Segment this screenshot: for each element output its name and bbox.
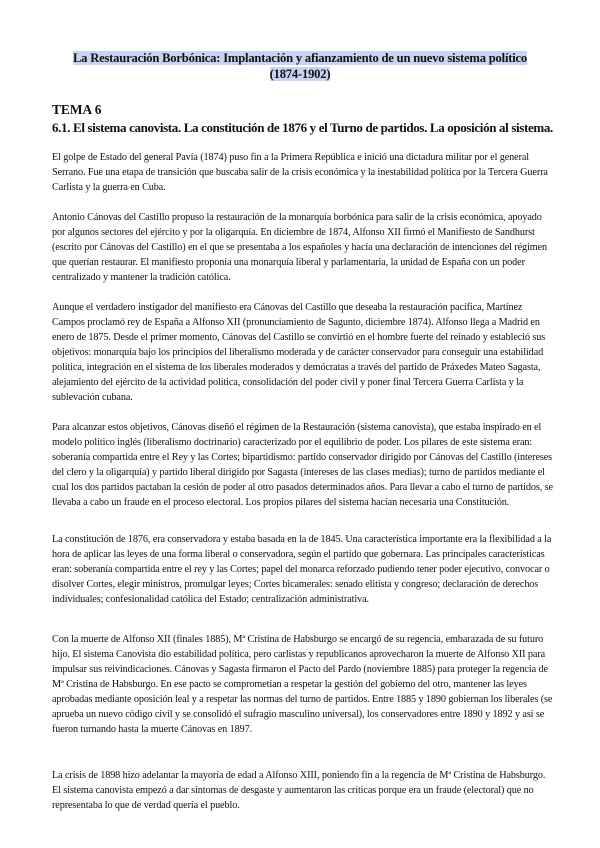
paragraph-4: Para alcanzar estos objetivos, Cánovas diseñó el régimen de la Restauración (sistema canovista), que estaba inspirado en el modelo político inglés (liberalismo doctrinario) caracterizado por el equilibrio de poder. Los pilares de este sistema eran: soberanía compartida entre el Rey y las Cortes; bipartidismo: partido conservador dirigido por Cánovas del Castillo (intereses del clero y la oligarquía) y partido liberal dirigido por Sagasta (intereses de las clases medias); turno de partidos mediante el cual los dos partidos pactaban la cesión de poder al otro pasados determinados años. Para llevar a cabo el turno de partidos, se llevaba a cabo un fraude en el proceso electoral. Los propios pilares del sistema hacían necesaria una Constitución. — [52, 422, 553, 508]
document-title-line-2: (1874-1902) — [269, 67, 331, 81]
paragraph-3: Aunque el verdadero instigador del manifiesto era Cánovas del Castillo que deseaba la restauración pacífica, Martínez Campos proclamó rey de España a Alfonso XII (pronunciamiento de Sagunto, diciembre 1874). Alfonso llega a Madrid en enero de 1875. Desde el primer momento, Cánovas del Castillo se convirtió en el hombre fuerte del reinado y estableció sus objetivos: monarquía bajo los principios del liberalismo moderada y de carácter conservador para conseguir una estabilidad política, integración en el sistema de los liberales moderados y demócratas a través del partido de Práxedes Mateo Sagasta, alejamiento del ejército de la actividad política, consolidación del poder civil y poner final Tercera Guerra Carlista y la sublevación cubana. — [52, 302, 546, 403]
paragraph-1: El golpe de Estado del general Pavía (1874) puso fin a la Primera República e inició una dictadura militar por el general Serrano. Fue una etapa de transición que buscaba salir de la crisis económica y la inestabilidad política por la Tercera Guerra Carlista y la guerra en Cuba. — [52, 152, 548, 193]
document-title-line-1: La Restauración Borbónica: Implantación y afianzamiento de un nuevo sistema político — [72, 51, 528, 65]
paragraph-5: La constitución de 1876, era conservadora y estaba basada en la de 1845. Una característica importante era la flexibilidad a la hora de aplicar las leyes de una forma liberal o conservadora, según el partido que gobernara. Las principales características eran: soberanía compartida entre el rey y las Cortes; papel del monarca reforzado pudiendo tener poder ejecutivo, convocar o disolver Cortes, elegir ministros, promulgar leyes; Cortes bicamerales: senado elitista y congreso; declaración de derechos individuales; confesionalidad católica del Estado; centralización administrativa. — [52, 534, 552, 605]
paragraph-6: Con la muerte de Alfonso XII (finales 1885), Mª Cristina de Habsburgo se encargó de su regencia, embarazada de su futuro hijo. El sistema Canovista dio estabilidad política, pero carlistas y republicanos aprovecharon la muerte de Alfonso XII para impulsar sus reivindicaciones. Cánovas y Sagasta firmaron el Pacto del Pardo (noviembre 1885) para proteger la regencia de Mª Cristina de Habsburgo. En ese pacto se comprometían a respetar la gestión del gobierno del otro, mantener las leyes aprobadas mediante oposición leal y a respetar las normas del turno de partidos. Entre 1885 y 1890 gobiernan los liberales (se aprueba un nuevo código civil y se consolidó el sufragio masculino universal), los conservadores entre 1890 y 1892 y así se fueron turnando hasta la muerte Cánovas en 1897. — [52, 634, 553, 735]
document-title — [40, 50, 560, 82]
tema-heading: TEMA 6 — [52, 102, 102, 117]
paragraph-7: La crisis de 1898 hizo adelantar la mayoría de edad a Alfonso XIII, poniendo fin a la regencia de Mª Cristina de Habsburgo. El sistema canovista empezó a dar síntomas de desgaste y aumentaron las críticas porque era un fraude (electoral) que no representaba lo que de verdad quería el pueblo. — [52, 770, 546, 811]
section-heading: 6.1. El sistema canovista. La constitución de 1876 y el Turno de partidos. La oposición al sistema. — [52, 120, 553, 135]
paragraph-2: Antonio Cánovas del Castillo propuso la restauración de la monarquía borbónica para salir de la crisis económica, apoyado por algunos sectores del ejército y por la oligarquía. En diciembre de 1874, Alfonso XII firmó el Manifiesto de Sandhurst (escrito por Cánovas del Castillo) en el que se presentaba a los españoles y hacía una declaración de intenciones del régimen que querían restaurar. El manifiesto proponía una monarquía liberal y parlamentaria, la unidad de España con un poder centralizado y mantener la tradición católica. — [52, 212, 547, 283]
